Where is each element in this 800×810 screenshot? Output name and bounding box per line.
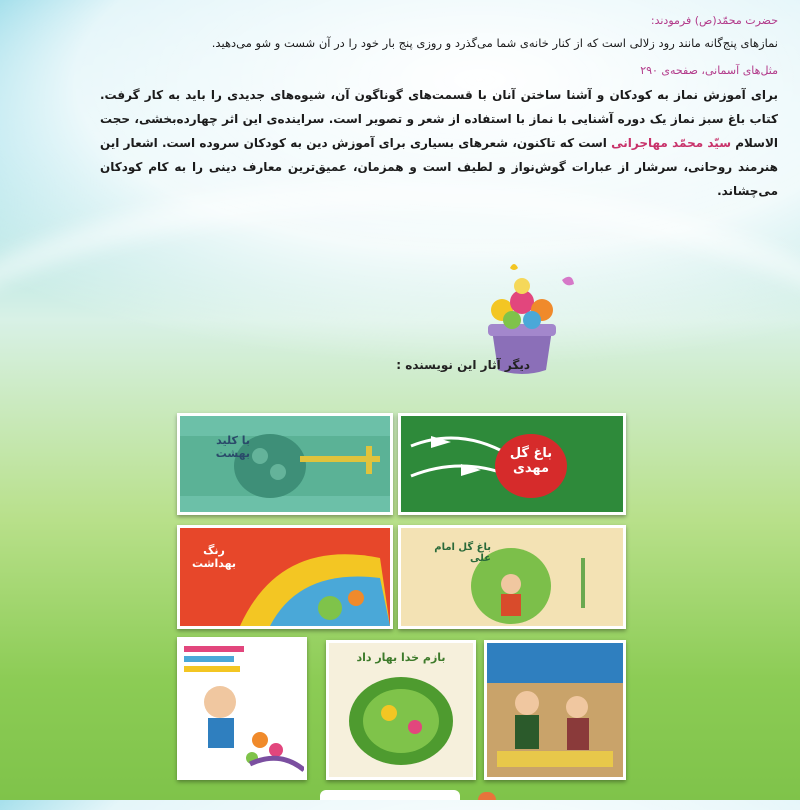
book-title: باغ گل مهدی [509,446,553,476]
book-cover-4[interactable] [177,525,393,629]
book-cover-2[interactable] [177,413,393,515]
book-cover-art [487,643,623,777]
other-works-heading: دیگر آثار این نویسنده : [396,358,530,372]
book-cover-3[interactable] [398,525,626,629]
quote-body: نمازهای پنج‌گانه مانند رود زلالی است که از کنار خانه‌ی شما می‌گذرد و روزی پنج بار خود را در آن شست و شو می‌دهید. [211,36,778,50]
book-cover-art [180,416,390,512]
quote-source: مثل‌های آسمانی، صفحه‌ی ۲۹۰ [640,64,778,77]
book-cover-5[interactable] [326,640,476,780]
book-description [100,83,778,203]
book-title: رنگ بهداشت [192,544,236,570]
book-cover-6[interactable] [177,637,307,780]
author-name: سیّد محمّد مهاجرانی [611,136,732,150]
book-cover-1[interactable] [398,413,626,515]
book-cover-art [180,528,390,626]
book-title: باغ گل امام علی [434,542,491,564]
book-title: بازم خدا بهار داد [356,651,446,664]
description-part-1: برای آموزش نماز به کودکان و آشنا ساختن آنان با قسمت‌های گوناگون آن، شیوه‌های جدیدی را باید به کار گرفت. کتاب باغ سبز نماز یک دوره آشنایی با نماز با استفاده از شعر و تصویر است. سراینده‌ی این اثر چهارده‌بخشی، حجت الاسلام [100,88,779,150]
bottom-dot [478,792,496,800]
book-cover-7[interactable] [484,640,626,780]
quote-title: حضرت محمّد(ص) فرمودند: [650,14,778,27]
book-cover-art [180,640,304,777]
description-part-2: است که تاکنون، شعرهای بسیاری برای آموزش دین به کودکان سروده است. اشعار این هنرمند روحانی، سرشار از عبارات گوش‌نواز و لطیف است و همزمان، عمیق‌ترین معارف دینی را به کام کودکان می‌چشاند. [100,136,778,198]
bottom-bar [320,790,460,800]
book-title: با کلید بهشت [215,434,250,460]
text-block [100,14,778,203]
